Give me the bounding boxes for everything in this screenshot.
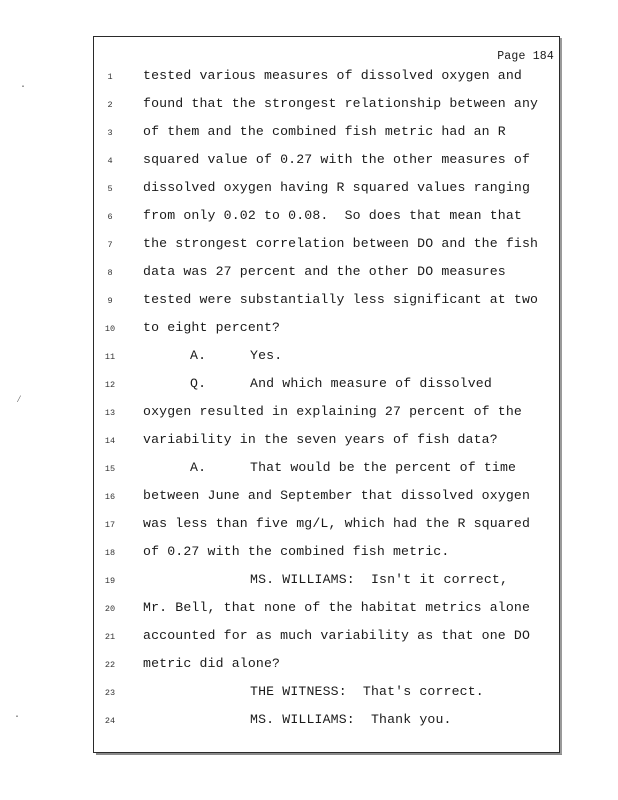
line-text: was less than five mg/L, which had the R squared [143,516,531,531]
transcript-line [0,68,618,88]
speaker-label: A. [190,460,207,475]
line-number: 4 [107,156,113,166]
transcript-line [0,180,618,200]
line-text: MS. WILLIAMS: Thank you. [250,712,452,727]
line-text: of 0.27 with the combined fish metric. [143,544,450,559]
line-text: Mr. Bell, that none of the habitat metrics alone [143,600,531,615]
line-text: the strongest correlation between DO and the fish [143,236,539,251]
margin-speck: ⁄ [16,395,23,406]
line-number: 21 [104,632,116,642]
transcript-line [0,600,618,620]
line-text: tested various measures of dissolved oxygen and [143,68,522,83]
line-text: found that the strongest relationship between any [143,96,539,111]
transcript-line [0,432,618,452]
line-number: 8 [107,268,113,278]
transcript-line [0,236,618,256]
transcript-line [0,152,618,172]
transcript-line [0,96,618,116]
transcript-line [0,460,618,480]
margin-speck: · [20,82,27,93]
line-text: THE WITNESS: That's correct. [250,684,484,699]
line-number: 17 [104,520,116,530]
transcript-line [0,656,618,676]
line-text: That would be the percent of time [250,460,517,475]
line-number: 7 [107,240,113,250]
page-edge-shadow-bottom [96,753,562,755]
line-text: metric did alone? [143,656,281,671]
line-number: 19 [104,576,116,586]
line-text: MS. WILLIAMS: Isn't it correct, [250,572,509,587]
line-text: oxygen resulted in explaining 27 percent of the [143,404,522,419]
transcript-line [0,488,618,508]
line-text: variability in the seven years of fish data? [143,432,498,447]
line-number: 14 [104,436,116,446]
line-text: data was 27 percent and the other DO measures [143,264,506,279]
transcript-line [0,628,618,648]
line-text: accounted for as much variability as that one DO [143,628,531,643]
line-number: 1 [107,72,113,82]
transcript-line [0,376,618,396]
transcript-line [0,516,618,536]
line-text: between June and September that dissolved oxygen [143,488,531,503]
line-number: 13 [104,408,116,418]
transcript-line [0,264,618,284]
line-text: Yes. [250,348,283,363]
line-number: 10 [104,324,116,334]
transcript-line [0,544,618,564]
page-number: Page 184 [497,50,554,63]
transcript-line [0,208,618,228]
transcript-line [0,348,618,368]
line-text: squared value of 0.27 with the other measures of [143,152,531,167]
line-number: 3 [107,128,113,138]
line-text: tested were substantially less significant at two [143,292,539,307]
transcript-line [0,404,618,424]
speaker-label: A. [190,348,207,363]
line-number: 12 [104,380,116,390]
line-number: 5 [107,184,113,194]
line-number: 24 [104,716,116,726]
transcript-line [0,124,618,144]
line-number: 18 [104,548,116,558]
margin-speck: · [14,712,21,723]
transcript-line [0,572,618,592]
line-number: 6 [107,212,113,222]
line-number: 9 [107,296,113,306]
line-number: 22 [104,660,116,670]
line-number: 20 [104,604,116,614]
transcript-line [0,712,618,732]
line-number: 23 [104,688,116,698]
line-text: And which measure of dissolved [250,376,492,391]
line-text: to eight percent? [143,320,281,335]
speaker-label: Q. [190,376,207,391]
line-number: 11 [104,352,116,362]
transcript-line [0,684,618,704]
line-number: 15 [104,464,116,474]
line-text: of them and the combined fish metric had an R [143,124,506,139]
transcript-line [0,320,618,340]
line-text: from only 0.02 to 0.08. So does that mean that [143,208,522,223]
line-number: 2 [107,100,113,110]
transcript-line [0,292,618,312]
line-text: dissolved oxygen having R squared values ranging [143,180,531,195]
line-number: 16 [104,492,116,502]
